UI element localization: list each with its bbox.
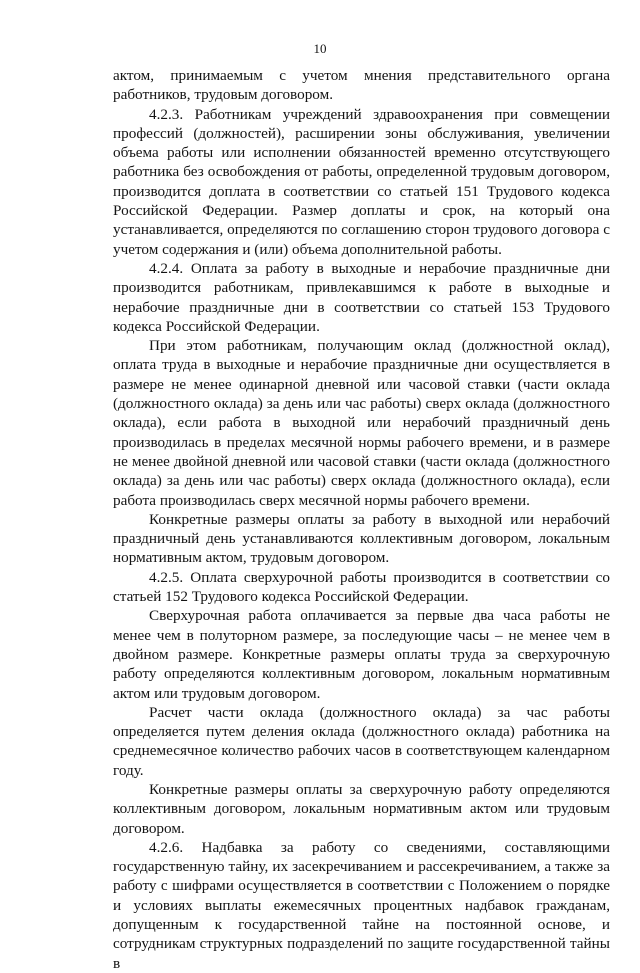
paragraph-holiday-pay-amounts: Конкретные размеры оплаты за работу в выходной или нерабочий праздничный день устанавливаются коллективным договором, локальным нормативным актом, трудовым договором. [113,510,610,567]
paragraph-salaried-workers: При этом работникам, получающим оклад (должностной оклад), оплата труда в выходные и нерабочие праздничные дни осуществляется в размере не менее одинарной дневной или часовой ставки (части оклада (должностного оклада) за день или час работы) сверх оклада (должностного оклада), если работа в выходной или нерабочий праздничный день производилась в пределах месячной нормы рабочего времени, и в размере не менее двойной дневной или часовой ставки (части оклада (должностного оклада) за день или час работы) сверх оклада (должностного оклада), если работа производилась сверх месячной нормы рабочего времени. [113,337,610,509]
paragraph-4-2-3: 4.2.3. Работникам учреждений здравоохранения при совмещении профессий (должностей), расширении зоны обслуживания, увеличении объема работы или исполнении обязанностей временно отсутствующего работника без освобождения от работы, определенной трудовым договором, производится доплата в соответствии со статьей 151 Трудового кодекса Российской Федерации. Размер доплаты и срок, на который она устанавливается, определяются по соглашению сторон трудового договора с учетом содержания и (или) объема дополнительной работы. [113,105,610,258]
paragraph-4-2-4: 4.2.4. Оплата за работу в выходные и нерабочие праздничные дни производится работникам, привлекавшимся к работе в выходные и нерабочие праздничные дни в соответствии со статьей 153 Трудового кодекса Российской Федерации. [113,259,610,335]
paragraph-hourly-calculation: Расчет части оклада (должностного оклада) за час работы определяется путем деления оклада (должностного оклада) работника на среднемесячное количество рабочих часов в соответствующем календарном году. [113,703,610,779]
paragraph-continuation: актом, принимаемым с учетом мнения представительного органа работников, трудовым договором. [113,67,610,104]
paragraph-overtime-rates: Сверхурочная работа оплачивается за первые два часа работы не менее чем в полуторном размере, за последующие часы – не менее чем в двойном размере. Конкретные размеры оплаты труда за сверхурочную работу определяются коллективным договором, локальным нормативным актом или трудовым договором. [113,607,610,702]
paragraph-4-2-6: 4.2.6. Надбавка за работу со сведениями, составляющими государственную тайну, их засекречиванием и рассекречиванием, а также за работу с шифрами осуществляется в соответствии с Положением о порядке и условиях выплаты ежемесячных процентных надбавок гражданам, допущенным к государственной тайне на постоянной основе, и сотрудникам структурных подразделений по защите государственной тайны в [113,838,610,972]
document-body [113,66,610,973]
paragraph-overtime-amounts: Конкретные размеры оплаты за сверхурочную работу определяются коллективным договором, локальным нормативным актом или трудовым договором. [113,780,610,837]
paragraph-4-2-5: 4.2.5. Оплата сверхурочной работы производится в соответствии со статьей 152 Трудового кодекса Российской Федерации. [113,568,610,606]
page-number: 10 [313,41,327,56]
